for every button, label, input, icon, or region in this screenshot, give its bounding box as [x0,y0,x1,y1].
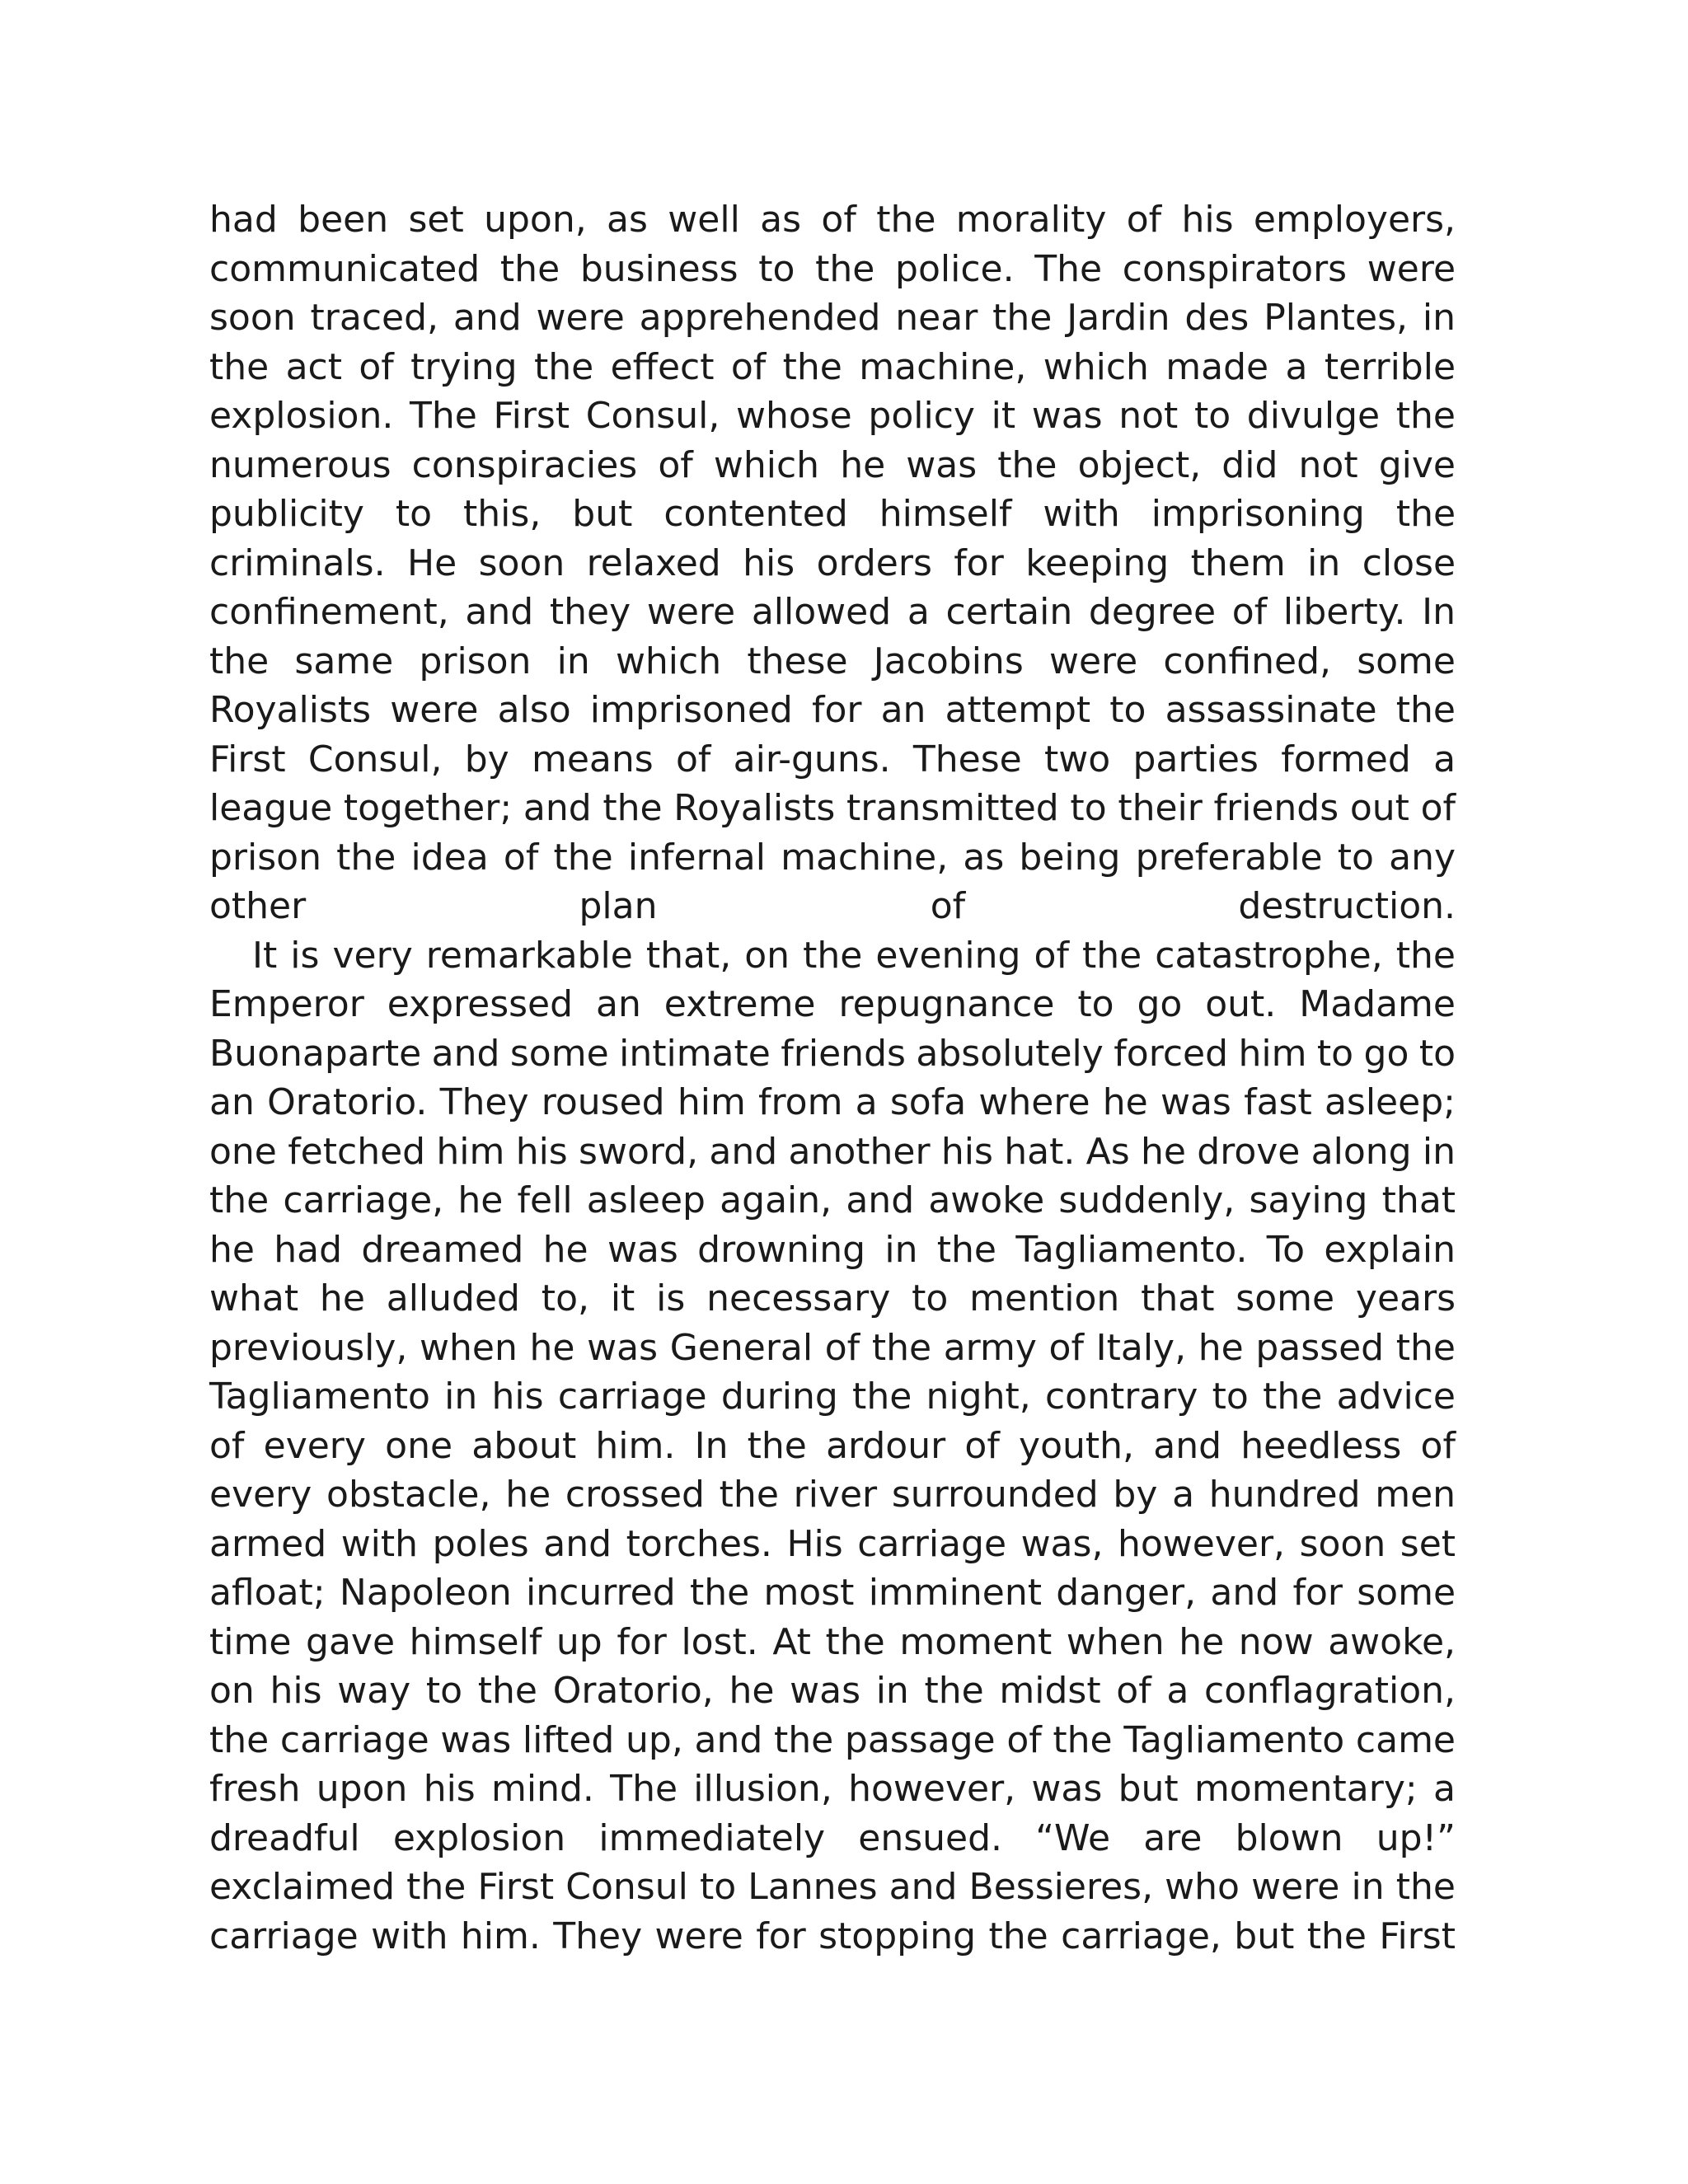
text-line: the carriage was lifted up, and the passage of the Tagliamento came [209,1718,1456,1761]
body-text [209,195,1456,1961]
text-line: dreadful explosion immediately ensued. “We are blown up!” [209,1816,1456,1859]
text-line: afloat; Napoleon incurred the most imminent danger, and for some [209,1572,1456,1614]
text-line: the same prison in which these Jacobins were confined, some [209,640,1456,682]
paragraph [209,195,1456,931]
text-line: previously, when he was General of the army of Italy, he passed the [209,1326,1456,1369]
text-line: soon traced, and were apprehended near the Jardin des Plantes, in [209,297,1456,339]
text-line: exclaimed the First Consul to Lannes and Bessieres, who were in the [209,1866,1456,1908]
text-line: confinement, and they were allowed a certain degree of liberty. In [209,591,1456,633]
text-line: publicity to this, but contented himself with imprisoning the [209,493,1456,535]
text-line: an Oratorio. They roused him from a sofa where he was fast asleep; [209,1081,1456,1123]
text-line: of every one about him. In the ardour of youth, and heedless of [209,1424,1456,1467]
text-line: he had dreamed he was drowning in the Tagliamento. To explain [209,1228,1456,1271]
text-line: Buonaparte and some intimate friends absolutely forced him to go to [209,1032,1456,1075]
text-line: other plan of destruction. [209,885,1456,927]
text-line: had been set upon, as well as of the morality of his employers, [209,199,1456,241]
text-line: one fetched him his sword, and another his hat. As he drove along in [209,1130,1456,1173]
text-line: numerous conspiracies of which he was the object, did not give [209,443,1456,486]
text-line: the act of trying the effect of the machine, which made a terrible [209,345,1456,388]
text-line: on his way to the Oratorio, he was in the midst of a conflagration, [209,1670,1456,1712]
text-line: armed with poles and torches. His carriage was, however, soon set [209,1522,1456,1565]
text-line: explosion. The First Consul, whose policy it was not to divulge the [209,395,1456,437]
text-line: the carriage, he fell asleep again, and awoke suddenly, saying that [209,1179,1456,1221]
paragraph [209,931,1456,1961]
text-line: It is very remarkable that, on the evening of the catastrophe, the [252,934,1456,977]
text-line: Tagliamento in his carriage during the night, contrary to the advice [209,1376,1456,1418]
text-line: fresh upon his mind. The illusion, however, was but momentary; a [209,1768,1456,1810]
text-line: every obstacle, he crossed the river surrounded by a hundred men [209,1474,1456,1516]
text-line: time gave himself up for lost. At the moment when he now awoke, [209,1620,1456,1663]
text-line: communicated the business to the police. The conspirators were [209,247,1456,290]
text-line: First Consul, by means of air-guns. These two parties formed a [209,738,1456,780]
text-line: Emperor expressed an extreme repugnance to go out. Madame [209,983,1456,1025]
text-line: Royalists were also imprisoned for an attempt to assassinate the [209,689,1456,731]
text-line: what he alluded to, it is necessary to mention that some years [209,1277,1456,1319]
text-line: prison the idea of the infernal machine, as being preferable to any [209,836,1456,879]
text-line: criminals. He soon relaxed his orders for keeping them in close [209,541,1456,584]
text-line: league together; and the Royalists transmitted to their friends out of [209,787,1456,829]
text-line: carriage with him. They were for stopping the carriage, but the First [209,1915,1456,1957]
